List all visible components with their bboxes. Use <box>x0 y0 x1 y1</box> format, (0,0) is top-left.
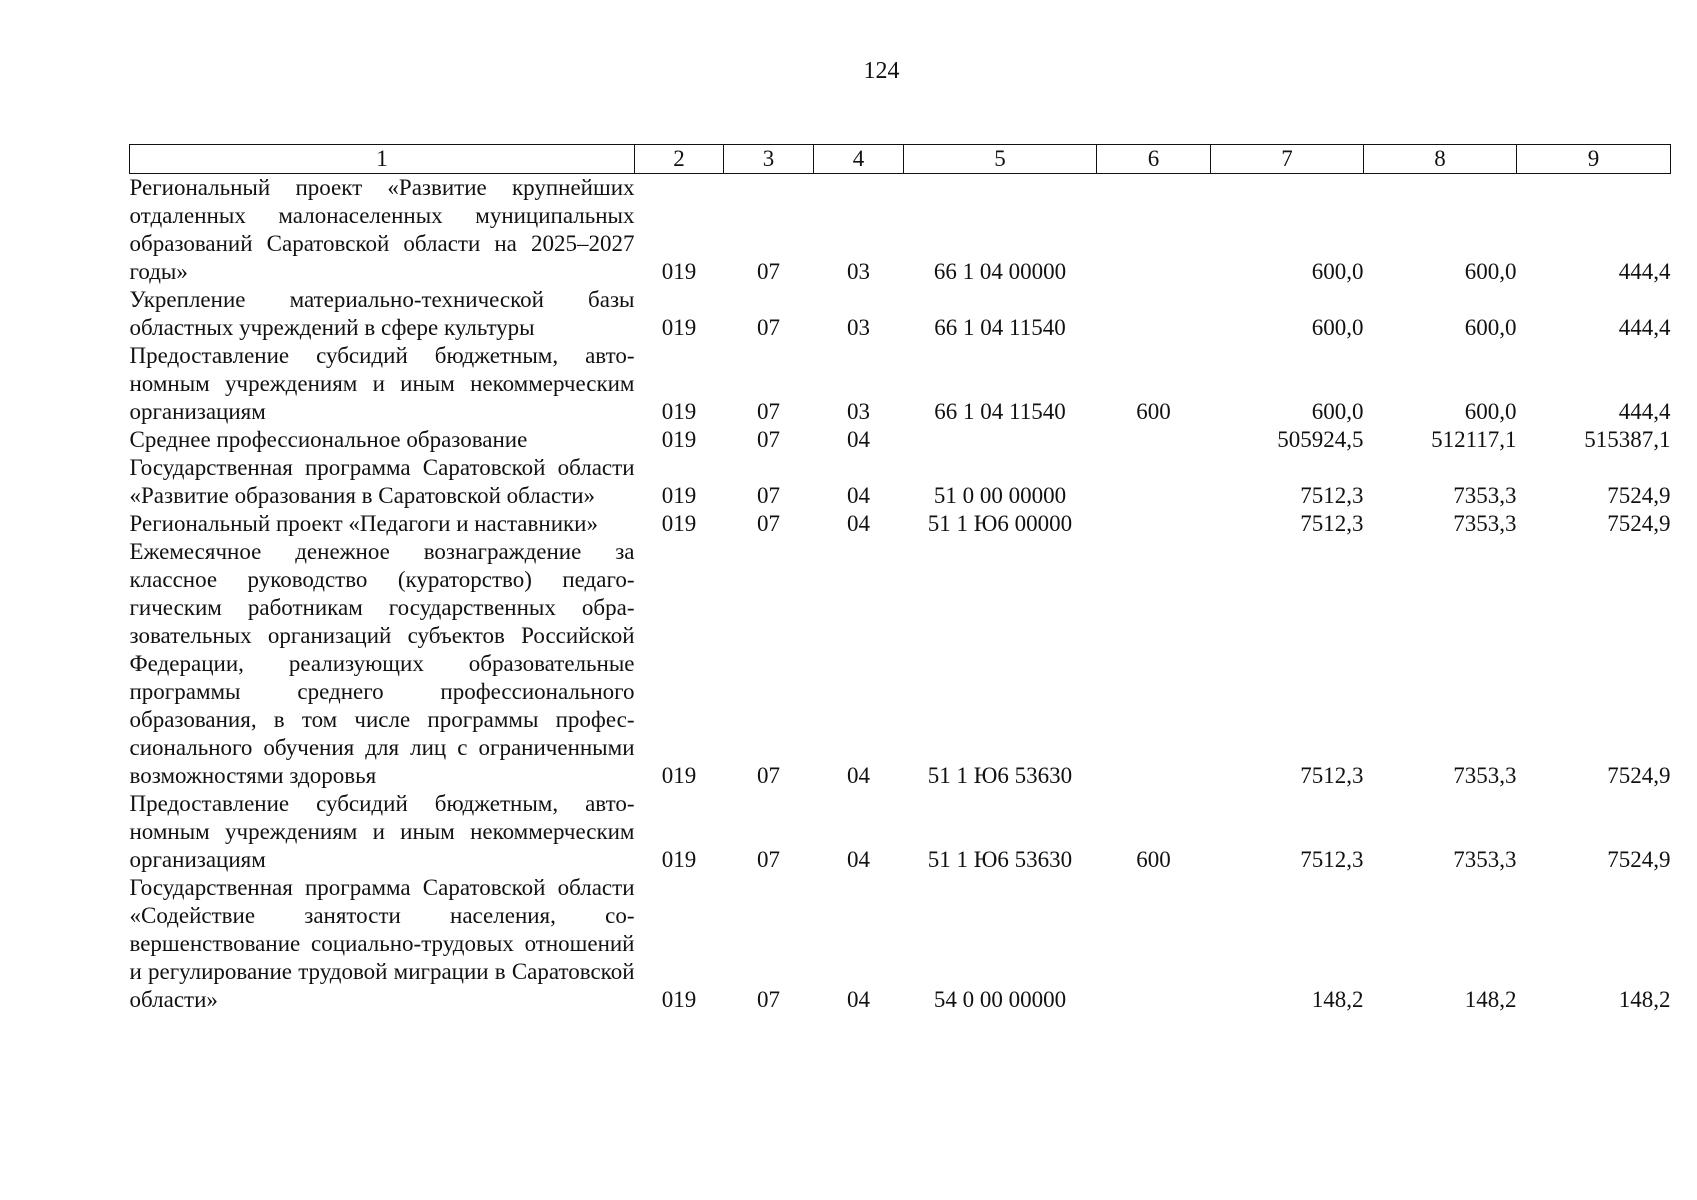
amount-col8: 600,0 <box>1464 259 1517 284</box>
amount-col9: 444,4 <box>1618 399 1671 424</box>
table-row <box>130 538 1671 790</box>
row-name: Государственная программа Саратовской области «Развитие образования в Саратовской области» <box>129 455 635 508</box>
ministry-code: 019 <box>661 763 697 788</box>
target-article-code: 66 1 04 11540 <box>934 315 1066 340</box>
subsection-code: 04 <box>847 427 870 452</box>
table-row <box>130 790 1671 874</box>
table-body <box>130 174 1671 1015</box>
section-code: 07 <box>757 399 780 424</box>
amount-col7: 600,0 <box>1311 399 1364 424</box>
amount-col7: 148,2 <box>1311 987 1364 1012</box>
section-code: 07 <box>757 511 780 536</box>
subsection-code: 04 <box>847 763 870 788</box>
amount-col8: 7353,3 <box>1453 483 1517 508</box>
subsection-code: 04 <box>847 511 870 536</box>
header-row <box>130 145 1671 174</box>
amount-col8: 600,0 <box>1464 315 1517 340</box>
subsection-code: 04 <box>847 483 870 508</box>
column-header-5: 5 <box>904 145 1097 174</box>
amount-col7: 505924,5 <box>1277 427 1364 452</box>
amount-col9: 515387,1 <box>1584 427 1671 452</box>
ministry-code: 019 <box>661 987 697 1012</box>
amount-col9: 7524,9 <box>1607 511 1671 536</box>
expense-type-code <box>1097 286 1211 342</box>
table-header <box>130 145 1671 174</box>
amount-col9: 7524,9 <box>1607 847 1671 872</box>
expense-type-code: 600 <box>1136 399 1171 424</box>
budget-table <box>129 144 1671 1014</box>
expense-type-code <box>1097 538 1211 790</box>
section-code: 07 <box>757 987 780 1012</box>
table-row <box>130 874 1671 1014</box>
page-number: 124 <box>863 58 900 84</box>
target-article-code: 51 1 Ю6 53630 <box>927 763 1073 788</box>
amount-col9: 444,4 <box>1618 259 1671 284</box>
amount-col9: 148,2 <box>1618 987 1671 1012</box>
subsection-code: 04 <box>847 847 870 872</box>
section-code: 07 <box>757 427 780 452</box>
section-code: 07 <box>757 259 780 284</box>
expense-type-code <box>1097 874 1211 1014</box>
row-name: Укрепление материально-технической базы областных учреждений в сфере культуры <box>129 287 635 340</box>
subsection-code: 03 <box>847 399 870 424</box>
target-article-code: 54 0 00 00000 <box>933 987 1067 1012</box>
column-header-3: 3 <box>724 145 814 174</box>
row-name: Региональный проект «Педагоги и наставники» <box>129 511 598 536</box>
amount-col9: 7524,9 <box>1607 763 1671 788</box>
amount-col7: 7512,3 <box>1300 763 1364 788</box>
amount-col7: 600,0 <box>1311 315 1364 340</box>
subsection-code: 03 <box>847 315 870 340</box>
ministry-code: 019 <box>661 483 697 508</box>
expense-type-code <box>1097 426 1211 454</box>
target-article-code: 66 1 04 11540 <box>934 399 1066 424</box>
ministry-code: 019 <box>661 399 697 424</box>
row-name: Региональный проект «Развитие крупнейших отдаленных малонаселенных муниципальных образований Саратовской области на 2025–2027 годы» <box>129 175 635 284</box>
column-header-9: 9 <box>1517 145 1671 174</box>
section-code: 07 <box>757 315 780 340</box>
table-row <box>130 426 1671 454</box>
row-name: Предоставление субсидий бюджетным, автономным учреждениям и иным некоммерческим организациям <box>129 791 635 872</box>
target-article-code <box>904 426 1097 454</box>
column-header-2: 2 <box>635 145 724 174</box>
ministry-code: 019 <box>661 259 697 284</box>
column-header-4: 4 <box>814 145 904 174</box>
table-row <box>130 174 1671 287</box>
column-header-1: 1 <box>130 145 635 174</box>
ministry-code: 019 <box>661 847 697 872</box>
ministry-code: 019 <box>661 427 697 452</box>
amount-col8: 7353,3 <box>1453 511 1517 536</box>
expense-type-code: 600 <box>1136 847 1171 872</box>
amount-col7: 7512,3 <box>1300 483 1364 508</box>
amount-col8: 7353,3 <box>1453 763 1517 788</box>
amount-col8: 512117,1 <box>1431 427 1517 452</box>
row-name: Ежемесячное денежное вознаграждение за классное руководство (кураторство) педагогическим работникам государственных образовательных организаций субъектов Российской Федерации, реализующих образовательные программы среднего профессионального образования, в том числе программы профессионального обучения для лиц с ограниченными возможностями здоровья <box>129 539 635 788</box>
ministry-code: 019 <box>661 511 697 536</box>
amount-col9: 444,4 <box>1618 315 1671 340</box>
amount-col8: 148,2 <box>1464 987 1517 1012</box>
table-row <box>130 454 1671 510</box>
row-name: Предоставление субсидий бюджетным, автономным учреждениям и иным некоммерческим организациям <box>129 343 635 424</box>
target-article-code: 51 1 Ю6 53630 <box>927 847 1073 872</box>
subsection-code: 04 <box>847 987 870 1012</box>
row-name: Государственная программа Саратовской области «Содействие занятости населения, совершенствование социально-трудовых отношений и регулирование трудовой миграции в Саратовской области» <box>129 875 635 1012</box>
column-header-6: 6 <box>1097 145 1211 174</box>
target-article-code: 51 1 Ю6 00000 <box>927 511 1073 536</box>
table-row <box>130 510 1671 538</box>
ministry-code: 019 <box>661 315 697 340</box>
amount-col8: 600,0 <box>1464 399 1517 424</box>
section-code: 07 <box>757 483 780 508</box>
target-article-code: 66 1 04 00000 <box>933 259 1067 284</box>
expense-type-code <box>1097 454 1211 510</box>
expense-type-code <box>1097 174 1211 287</box>
column-header-8: 8 <box>1364 145 1517 174</box>
table-row <box>130 286 1671 342</box>
column-header-7: 7 <box>1211 145 1364 174</box>
section-code: 07 <box>757 763 780 788</box>
amount-col8: 7353,3 <box>1453 847 1517 872</box>
amount-col7: 7512,3 <box>1300 511 1364 536</box>
amount-col7: 7512,3 <box>1300 847 1364 872</box>
target-article-code: 51 0 00 00000 <box>933 483 1067 508</box>
amount-col9: 7524,9 <box>1607 483 1671 508</box>
expense-type-code <box>1097 510 1211 538</box>
subsection-code: 03 <box>847 259 870 284</box>
row-name: Среднее профессиональное образование <box>129 427 528 452</box>
section-code: 07 <box>757 847 780 872</box>
table-row <box>130 342 1671 426</box>
amount-col7: 600,0 <box>1311 259 1364 284</box>
